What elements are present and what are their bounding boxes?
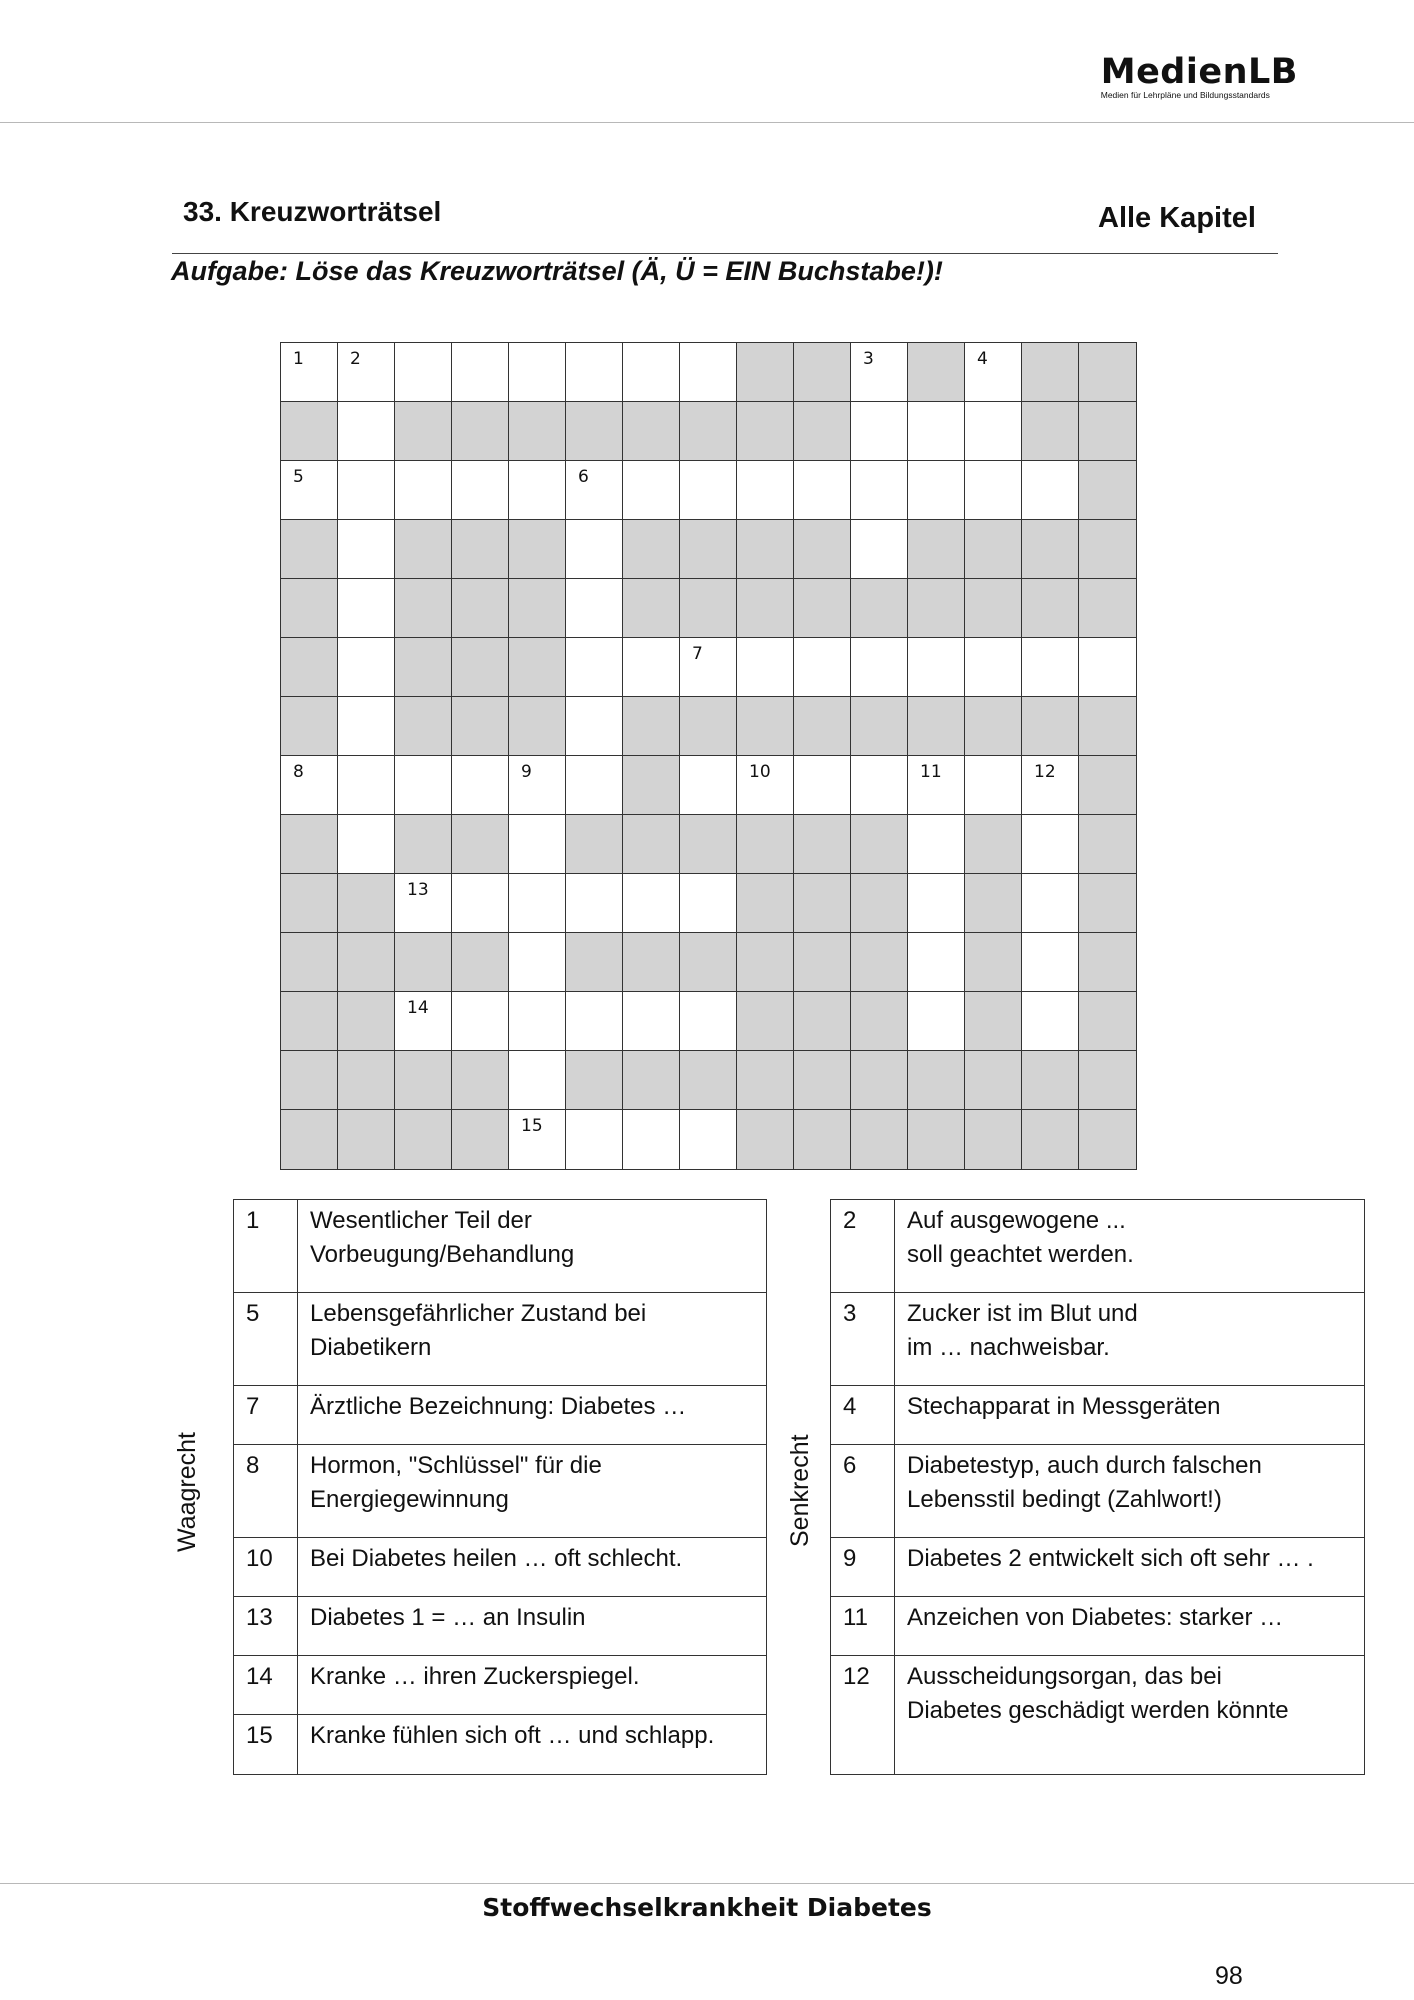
grid-cell-blocked (452, 697, 509, 756)
grid-cell-blocked (452, 933, 509, 992)
grid-cell-blocked (737, 579, 794, 638)
grid-cell[interactable] (509, 461, 566, 520)
grid-cell[interactable] (1079, 638, 1136, 697)
grid-cell[interactable] (509, 343, 566, 402)
grid-cell-blocked (737, 815, 794, 874)
grid-cell-blocked (509, 579, 566, 638)
grid-cell-blocked (395, 933, 452, 992)
clue-text: Lebensgefährlicher Zustand bei Diabetikern (298, 1293, 767, 1386)
clue-number: 10 (234, 1538, 298, 1597)
grid-cell-blocked (1079, 579, 1136, 638)
clue-row (831, 1386, 1365, 1445)
grid-cell[interactable] (794, 461, 851, 520)
grid-cell-blocked (338, 1110, 395, 1169)
grid-cell-blocked (794, 874, 851, 933)
grid-cell-blocked (965, 697, 1022, 756)
grid-cell-blocked (851, 874, 908, 933)
grid-cell[interactable] (623, 1110, 680, 1169)
grid-cell-blocked (281, 638, 338, 697)
clue-text: Kranke fühlen sich oft … und schlapp. (298, 1715, 767, 1775)
grid-cell[interactable] (566, 697, 623, 756)
clue-row (831, 1656, 1365, 1775)
grid-cell[interactable] (965, 402, 1022, 461)
clue-row (234, 1656, 767, 1715)
grid-cell[interactable] (851, 520, 908, 579)
grid-cell-blocked (395, 579, 452, 638)
grid-cell-blocked (1079, 756, 1136, 815)
grid-cell[interactable] (509, 815, 566, 874)
clue-number: 7 (234, 1386, 298, 1445)
clue-text: Bei Diabetes heilen … oft schlecht. (298, 1538, 767, 1597)
grid-cell-blocked (395, 1110, 452, 1169)
grid-cell[interactable] (965, 638, 1022, 697)
grid-cell-blocked (851, 815, 908, 874)
clue-row (831, 1445, 1365, 1538)
grid-cell[interactable] (623, 638, 680, 697)
grid-cell[interactable] (1022, 461, 1079, 520)
grid-cell[interactable] (281, 343, 338, 402)
grid-cell-blocked (623, 815, 680, 874)
grid-cell[interactable] (680, 1110, 737, 1169)
clue-number: 12 (831, 1656, 895, 1775)
grid-cell-blocked (1079, 697, 1136, 756)
grid-cell-blocked (338, 992, 395, 1051)
grid-cell-blocked (851, 579, 908, 638)
clue-row (831, 1200, 1365, 1293)
grid-cell-blocked (1022, 1051, 1079, 1110)
grid-cell-blocked (281, 520, 338, 579)
clue-row (234, 1200, 767, 1293)
clue-number-label: 4 (977, 349, 988, 369)
grid-cell-blocked (395, 815, 452, 874)
grid-cell-blocked (965, 1051, 1022, 1110)
clue-text: Zucker ist im Blut und im … nachweisbar. (895, 1293, 1365, 1386)
grid-cell-blocked (794, 343, 851, 402)
grid-cell-blocked (452, 1110, 509, 1169)
grid-cell[interactable] (737, 638, 794, 697)
grid-cell-blocked (1079, 343, 1136, 402)
grid-cell[interactable] (908, 638, 965, 697)
grid-cell-blocked (281, 815, 338, 874)
clue-row (234, 1386, 767, 1445)
grid-cell[interactable] (851, 402, 908, 461)
grid-cell-blocked (737, 1110, 794, 1169)
crossword-grid (280, 342, 1137, 1170)
grid-cell[interactable] (566, 1110, 623, 1169)
grid-cell-blocked (566, 402, 623, 461)
clue-number-label: 10 (749, 762, 771, 782)
grid-cell[interactable] (338, 579, 395, 638)
grid-cell-blocked (737, 933, 794, 992)
grid-cell-blocked (737, 520, 794, 579)
grid-cell[interactable] (452, 343, 509, 402)
clue-text: Diabetestyp, auch durch falschen Lebensstil bedingt (Zahlwort!) (895, 1445, 1365, 1538)
grid-cell-blocked (965, 520, 1022, 579)
logo-subtitle: Medien für Lehrpläne und Bildungsstandards (1100, 90, 1270, 100)
grid-cell-blocked (737, 992, 794, 1051)
clue-number-label: 1 (293, 349, 304, 369)
grid-cell-blocked (851, 1110, 908, 1169)
grid-cell-blocked (908, 697, 965, 756)
clue-row (234, 1293, 767, 1386)
grid-cell[interactable] (908, 874, 965, 933)
grid-cell-blocked (680, 579, 737, 638)
grid-cell[interactable] (623, 874, 680, 933)
across-label: Waagrecht (173, 1432, 201, 1552)
clue-number-label: 9 (521, 762, 532, 782)
grid-cell-blocked (452, 520, 509, 579)
grid-cell-blocked (1079, 1110, 1136, 1169)
grid-cell[interactable] (680, 992, 737, 1051)
header-divider (0, 122, 1414, 123)
grid-cell[interactable] (395, 756, 452, 815)
grid-cell-blocked (395, 402, 452, 461)
clue-number: 3 (831, 1293, 895, 1386)
clue-text: Stechapparat in Messgeräten (895, 1386, 1365, 1445)
clue-text: Ärztliche Bezeichnung: Diabetes … (298, 1386, 767, 1445)
clue-number: 9 (831, 1538, 895, 1597)
clue-number-label: 12 (1034, 762, 1056, 782)
grid-cell-blocked (281, 933, 338, 992)
grid-cell[interactable] (566, 874, 623, 933)
grid-cell-blocked (737, 402, 794, 461)
grid-cell-blocked (965, 1110, 1022, 1169)
grid-cell-blocked (1022, 579, 1079, 638)
grid-cell-blocked (623, 520, 680, 579)
clue-text: Auf ausgewogene ... soll geachtet werden. (895, 1200, 1365, 1293)
grid-cell-blocked (794, 1110, 851, 1169)
grid-cell[interactable] (680, 874, 737, 933)
grid-cell-blocked (851, 992, 908, 1051)
grid-cell-blocked (281, 697, 338, 756)
grid-cell-blocked (509, 520, 566, 579)
grid-cell[interactable] (566, 992, 623, 1051)
grid-cell-blocked (281, 992, 338, 1051)
grid-cell[interactable] (1022, 638, 1079, 697)
logo-title: MedienLB (1100, 52, 1298, 92)
grid-cell-blocked (566, 933, 623, 992)
grid-cell[interactable] (281, 756, 338, 815)
grid-cell-blocked (737, 1051, 794, 1110)
clue-row (234, 1597, 767, 1656)
grid-cell-blocked (680, 697, 737, 756)
grid-cell[interactable] (338, 815, 395, 874)
clue-row (831, 1293, 1365, 1386)
grid-cell[interactable] (395, 461, 452, 520)
grid-cell[interactable] (851, 638, 908, 697)
grid-cell-blocked (281, 402, 338, 461)
clue-text: Kranke … ihren Zuckerspiegel. (298, 1656, 767, 1715)
footer-divider (0, 1883, 1414, 1884)
grid-cell-blocked (737, 697, 794, 756)
grid-cell-blocked (623, 1051, 680, 1110)
grid-cell-blocked (281, 874, 338, 933)
clue-text: Anzeichen von Diabetes: starker … (895, 1597, 1365, 1656)
grid-cell-blocked (1022, 1110, 1079, 1169)
grid-cell-blocked (851, 697, 908, 756)
grid-cell-blocked (965, 933, 1022, 992)
grid-cell-blocked (1022, 520, 1079, 579)
grid-cell[interactable] (908, 992, 965, 1051)
grid-cell[interactable] (908, 461, 965, 520)
grid-cell-blocked (1079, 520, 1136, 579)
grid-cell[interactable] (509, 1051, 566, 1110)
grid-cell-blocked (395, 697, 452, 756)
grid-cell-blocked (623, 402, 680, 461)
grid-cell[interactable] (395, 992, 452, 1051)
title-rule (172, 253, 1278, 254)
clue-number: 11 (831, 1597, 895, 1656)
grid-cell[interactable] (737, 461, 794, 520)
clue-text: Diabetes 2 entwickelt sich oft sehr … . (895, 1538, 1365, 1597)
grid-cell[interactable] (509, 874, 566, 933)
grid-cell-blocked (452, 579, 509, 638)
grid-cell-blocked (566, 815, 623, 874)
clue-text: Ausscheidungsorgan, das bei Diabetes geschädigt werden könnte (895, 1656, 1365, 1775)
clue-number-label: 8 (293, 762, 304, 782)
grid-cell-blocked (908, 1110, 965, 1169)
grid-cell[interactable] (566, 756, 623, 815)
grid-cell-blocked (509, 638, 566, 697)
grid-cell-blocked (794, 520, 851, 579)
grid-cell[interactable] (395, 874, 452, 933)
grid-cell[interactable] (623, 343, 680, 402)
page-number: 98 (1215, 1962, 1243, 1990)
grid-cell[interactable] (851, 756, 908, 815)
clue-number: 4 (831, 1386, 895, 1445)
grid-cell[interactable] (338, 697, 395, 756)
grid-cell-blocked (794, 815, 851, 874)
clue-number: 6 (831, 1445, 895, 1538)
grid-cell-blocked (338, 874, 395, 933)
footer-title: Stoffwechselkrankheit Diabetes (482, 1893, 932, 1922)
chapter-label: Alle Kapitel (1098, 202, 1256, 234)
grid-cell[interactable] (623, 992, 680, 1051)
grid-cell-blocked (566, 1051, 623, 1110)
grid-cell[interactable] (1022, 874, 1079, 933)
grid-cell-blocked (1022, 402, 1079, 461)
grid-cell-blocked (851, 1051, 908, 1110)
grid-cell[interactable] (338, 402, 395, 461)
grid-cell-blocked (965, 815, 1022, 874)
grid-cell-blocked (1079, 992, 1136, 1051)
clue-text: Hormon, "Schlüssel" für die Energiegewinnung (298, 1445, 767, 1538)
clue-text: Wesentlicher Teil der Vorbeugung/Behandlung (298, 1200, 767, 1293)
grid-cell-blocked (794, 992, 851, 1051)
grid-cell-blocked (965, 992, 1022, 1051)
clue-number-label: 13 (407, 880, 429, 900)
grid-cell-blocked (281, 579, 338, 638)
task-instruction: Aufgabe: Löse das Kreuzworträtsel (Ä, Ü = EIN Buchstabe!)! (171, 256, 943, 286)
grid-cell-blocked (281, 1110, 338, 1169)
publisher-logo (1101, 54, 1298, 100)
grid-cell-blocked (452, 402, 509, 461)
grid-cell[interactable] (680, 638, 737, 697)
grid-cell-blocked (338, 933, 395, 992)
grid-cell[interactable] (737, 756, 794, 815)
clue-number: 5 (234, 1293, 298, 1386)
grid-cell-blocked (1079, 402, 1136, 461)
grid-cell-blocked (965, 579, 1022, 638)
grid-cell-blocked (1079, 815, 1136, 874)
grid-cell[interactable] (908, 402, 965, 461)
clue-number: 13 (234, 1597, 298, 1656)
grid-cell[interactable] (338, 756, 395, 815)
grid-cell-blocked (794, 579, 851, 638)
grid-cell[interactable] (281, 461, 338, 520)
grid-cell-blocked (452, 1051, 509, 1110)
grid-cell-blocked (338, 1051, 395, 1110)
grid-cell-blocked (851, 933, 908, 992)
grid-cell[interactable] (338, 461, 395, 520)
clue-row (234, 1715, 767, 1775)
down-clues-table (830, 1199, 1365, 1775)
grid-cell[interactable] (509, 933, 566, 992)
clue-text: Diabetes 1 = … an Insulin (298, 1597, 767, 1656)
grid-cell[interactable] (1022, 815, 1079, 874)
grid-cell-blocked (680, 933, 737, 992)
clue-number-label: 2 (350, 349, 361, 369)
down-label: Senkrecht (786, 1434, 814, 1547)
grid-cell[interactable] (794, 638, 851, 697)
grid-cell-blocked (1079, 933, 1136, 992)
clue-row (831, 1597, 1365, 1656)
clue-number: 2 (831, 1200, 895, 1293)
clue-number: 15 (234, 1715, 298, 1775)
clue-number-label: 5 (293, 467, 304, 487)
grid-cell-blocked (1022, 697, 1079, 756)
clue-number-label: 11 (920, 762, 942, 782)
grid-cell[interactable] (908, 815, 965, 874)
grid-cell[interactable] (851, 461, 908, 520)
clue-number-label: 7 (692, 644, 703, 664)
clue-number: 1 (234, 1200, 298, 1293)
grid-cell-blocked (680, 402, 737, 461)
grid-cell-blocked (1079, 461, 1136, 520)
grid-cell[interactable] (851, 343, 908, 402)
grid-cell-blocked (737, 874, 794, 933)
grid-cell[interactable] (566, 579, 623, 638)
clue-number: 8 (234, 1445, 298, 1538)
grid-cell-blocked (680, 1051, 737, 1110)
grid-cell[interactable] (908, 756, 965, 815)
section-title: 33. Kreuzworträtsel (183, 196, 442, 227)
grid-cell[interactable] (680, 756, 737, 815)
grid-cell[interactable] (623, 461, 680, 520)
clue-number-label: 15 (521, 1116, 543, 1136)
grid-cell[interactable] (680, 343, 737, 402)
grid-cell[interactable] (509, 756, 566, 815)
grid-cell-blocked (395, 520, 452, 579)
grid-cell[interactable] (1022, 933, 1079, 992)
grid-cell[interactable] (452, 756, 509, 815)
grid-cell-blocked (1022, 343, 1079, 402)
grid-cell[interactable] (509, 992, 566, 1051)
grid-cell-blocked (965, 874, 1022, 933)
grid-cell-blocked (395, 638, 452, 697)
grid-cell[interactable] (965, 343, 1022, 402)
clue-row (234, 1445, 767, 1538)
grid-cell-blocked (452, 638, 509, 697)
grid-cell[interactable] (794, 756, 851, 815)
grid-cell-blocked (281, 1051, 338, 1110)
grid-cell-blocked (509, 697, 566, 756)
grid-cell-blocked (623, 697, 680, 756)
grid-cell-blocked (908, 579, 965, 638)
clue-row (234, 1538, 767, 1597)
across-clues-table (233, 1199, 767, 1775)
grid-cell[interactable] (509, 1110, 566, 1169)
grid-cell-blocked (908, 1051, 965, 1110)
grid-cell[interactable] (680, 461, 737, 520)
grid-cell-blocked (1079, 874, 1136, 933)
grid-cell-blocked (623, 933, 680, 992)
grid-cell-blocked (794, 402, 851, 461)
grid-cell-blocked (1079, 1051, 1136, 1110)
grid-cell[interactable] (566, 461, 623, 520)
grid-cell[interactable] (452, 461, 509, 520)
grid-cell[interactable] (452, 874, 509, 933)
grid-cell[interactable] (1022, 992, 1079, 1051)
grid-cell-blocked (908, 343, 965, 402)
clue-row (831, 1538, 1365, 1597)
grid-cell-blocked (794, 1051, 851, 1110)
grid-cell[interactable] (338, 638, 395, 697)
clue-number-label: 14 (407, 998, 429, 1018)
clue-number: 14 (234, 1656, 298, 1715)
grid-cell[interactable] (1022, 756, 1079, 815)
clue-number-label: 3 (863, 349, 874, 369)
grid-cell-blocked (395, 1051, 452, 1110)
grid-cell[interactable] (452, 992, 509, 1051)
grid-cell[interactable] (566, 343, 623, 402)
grid-cell[interactable] (965, 461, 1022, 520)
grid-cell[interactable] (908, 933, 965, 992)
grid-cell[interactable] (338, 343, 395, 402)
grid-cell-blocked (680, 815, 737, 874)
grid-cell[interactable] (566, 520, 623, 579)
grid-cell-blocked (623, 579, 680, 638)
grid-cell[interactable] (338, 520, 395, 579)
grid-cell[interactable] (395, 343, 452, 402)
clue-number-label: 6 (578, 467, 589, 487)
grid-cell-blocked (737, 343, 794, 402)
grid-cell[interactable] (965, 756, 1022, 815)
grid-cell[interactable] (566, 638, 623, 697)
grid-cell-blocked (908, 520, 965, 579)
grid-cell-blocked (623, 756, 680, 815)
grid-cell-blocked (794, 933, 851, 992)
grid-cell-blocked (794, 697, 851, 756)
grid-cell-blocked (452, 815, 509, 874)
grid-cell-blocked (509, 402, 566, 461)
grid-cell-blocked (680, 520, 737, 579)
